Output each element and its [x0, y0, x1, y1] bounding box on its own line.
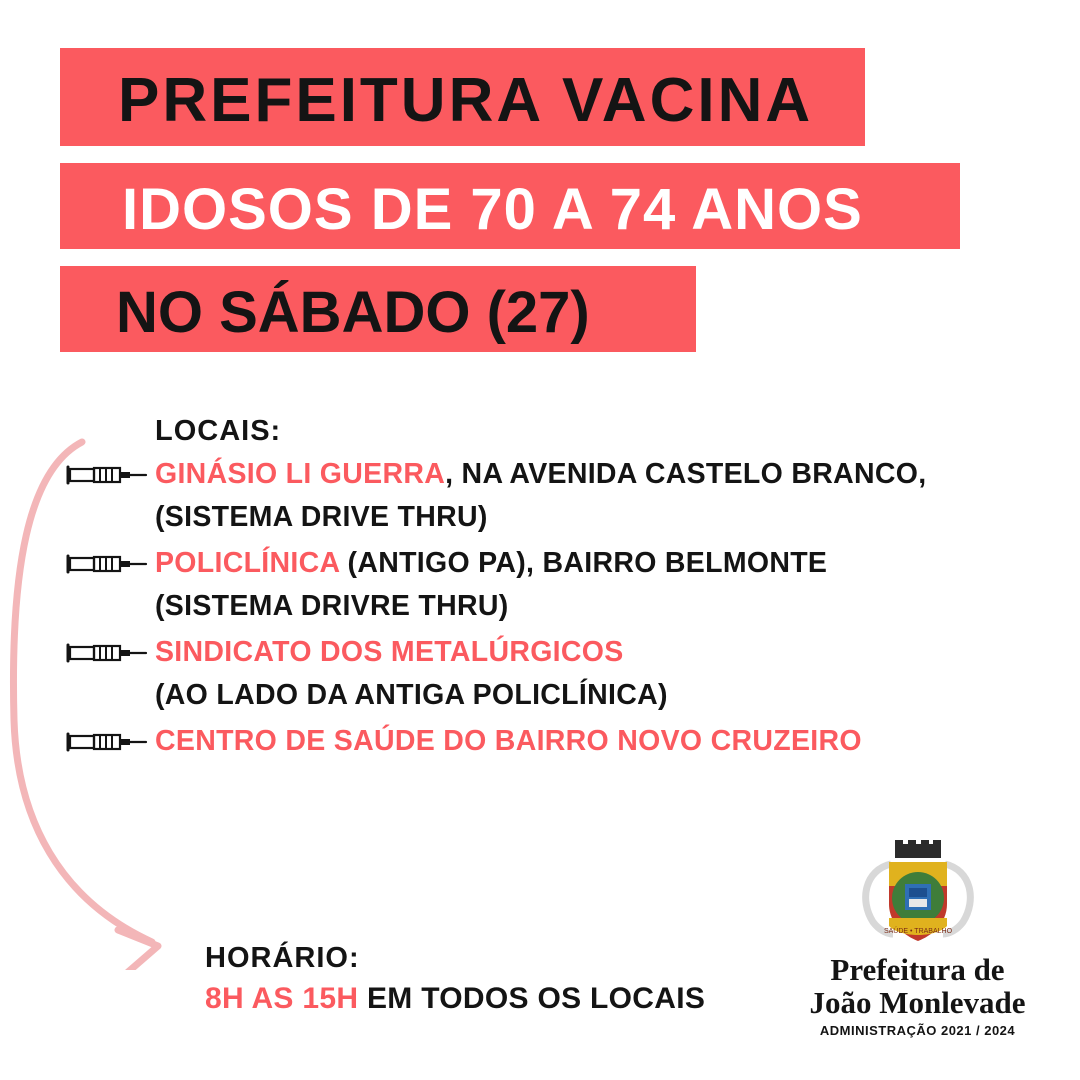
- schedule-line: [205, 982, 705, 1016]
- list-item: [60, 727, 1020, 756]
- schedule-time: 8H AS 15H: [205, 982, 359, 1015]
- locations-list: [60, 460, 1020, 764]
- schedule-rest: EM TODOS OS LOCAIS: [358, 982, 706, 1015]
- syringe-icon: [66, 462, 148, 488]
- logo-line-1: Prefeitura de: [830, 952, 1005, 987]
- syringe-icon: [66, 729, 148, 755]
- location-line-primary: [60, 727, 1020, 756]
- location-line-primary: [60, 549, 1020, 578]
- coat-of-arms-icon: [843, 838, 993, 948]
- city-logo: [795, 838, 1040, 1038]
- headline-line-3: NO SÁBADO (27): [60, 266, 696, 352]
- headline-line-2: IDOSOS DE 70 A 74 ANOS: [60, 163, 960, 249]
- location-rest: , NA AVENIDA CASTELO BRANCO,: [445, 458, 927, 490]
- list-item: [60, 549, 1020, 620]
- location-rest: (ANTIGO PA), BAIRRO BELMONTE: [339, 547, 828, 579]
- syringe-icon: [66, 640, 148, 666]
- location-line-secondary: (SISTEMA DRIVE THRU): [155, 500, 488, 533]
- logo-subtitle: ADMINISTRAÇÃO 2021 / 2024: [819, 1023, 1016, 1039]
- location-line-secondary: (SISTEMA DRIVRE THRU): [155, 589, 509, 622]
- location-line-primary: [60, 460, 1020, 489]
- list-item: [60, 460, 1020, 531]
- location-highlight: CENTRO DE SAÚDE DO BAIRRO NOVO CRUZEIRO: [155, 725, 862, 757]
- logo-line-2: João Monlevade: [809, 984, 1026, 1020]
- location-line-secondary: (AO LADO DA ANTIGA POLICLÍNICA): [155, 678, 668, 711]
- syringe-icon: [66, 551, 148, 577]
- headline-block: [60, 48, 1020, 352]
- svg-text:SAÚDE • TRABALHO: SAÚDE • TRABALHO: [883, 928, 952, 935]
- headline-line-1: PREFEITURA VACINA: [60, 48, 865, 146]
- list-item: [60, 638, 1020, 709]
- location-highlight: SINDICATO DOS METALÚRGICOS: [155, 636, 624, 668]
- locations-title: LOCAIS:: [155, 415, 282, 447]
- location-highlight: GINÁSIO LI GUERRA: [155, 458, 446, 490]
- location-highlight: POLICLÍNICA: [155, 547, 340, 579]
- location-line-primary: [60, 638, 1020, 667]
- schedule-title: HORÁRIO:: [205, 942, 360, 974]
